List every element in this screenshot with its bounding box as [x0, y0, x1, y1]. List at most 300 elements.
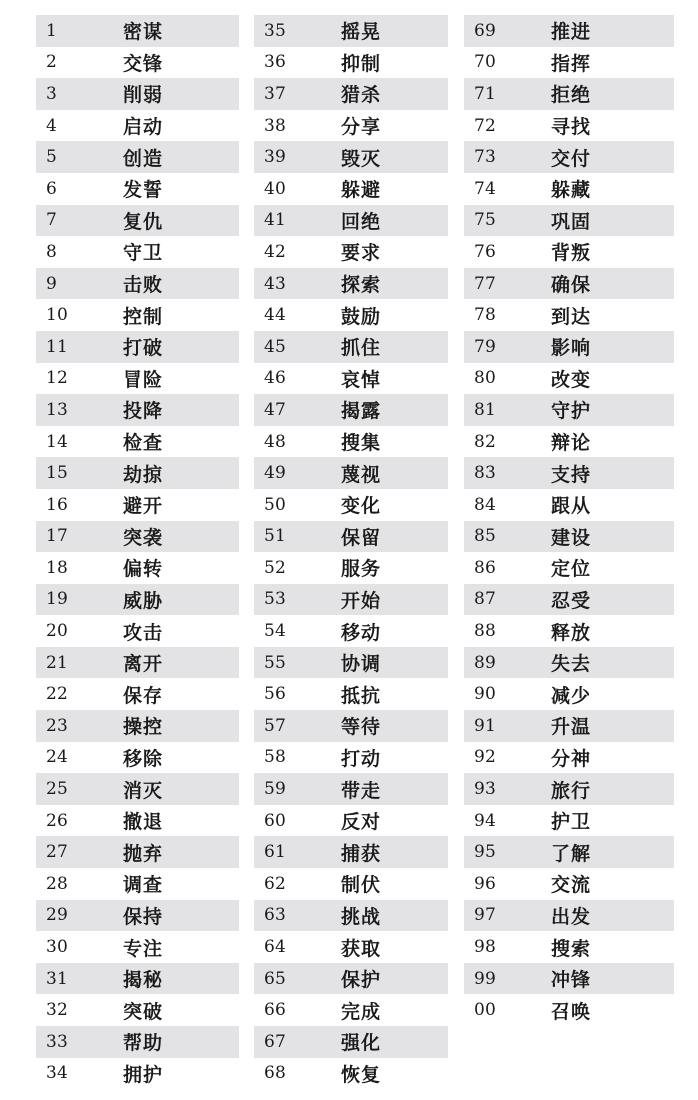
- table-row: [464, 615, 674, 647]
- entry-word: 抑制: [341, 52, 382, 75]
- entry-number: 86: [474, 557, 497, 578]
- entry-number: 11: [46, 336, 69, 357]
- entry-number: 61: [264, 842, 287, 863]
- table-row: [254, 710, 448, 742]
- entry-word: 寻找: [551, 116, 592, 139]
- entry-word: 劫掠: [123, 463, 164, 486]
- entry-number: 32: [46, 1000, 69, 1021]
- entry-number: 37: [264, 83, 287, 104]
- entry-word: 搜集: [341, 432, 382, 455]
- entry-number: 84: [474, 494, 497, 515]
- entry-word: 忍受: [551, 589, 592, 612]
- entry-number: 71: [474, 83, 497, 104]
- entry-word: 释放: [551, 621, 592, 644]
- entry-word: 召唤: [551, 1000, 592, 1023]
- entry-number: 7: [46, 210, 58, 231]
- entry-number: 90: [474, 684, 497, 705]
- entry-number: 50: [264, 494, 287, 515]
- entry-word: 了解: [551, 842, 592, 865]
- table-row: [464, 552, 674, 584]
- entry-number: 56: [264, 684, 287, 705]
- table-row: [464, 205, 674, 237]
- table-row: [36, 15, 239, 47]
- entry-number: 10: [46, 305, 69, 326]
- table-row: [254, 426, 448, 458]
- table-row: [254, 678, 448, 710]
- table-row: [36, 773, 239, 805]
- entry-word: 消灭: [123, 779, 164, 802]
- entry-word: 拒绝: [551, 84, 592, 107]
- entry-word: 躲藏: [551, 179, 592, 202]
- entry-word: 抓住: [341, 337, 382, 360]
- table-row: [36, 489, 239, 521]
- table-row: [36, 963, 239, 995]
- entry-number: 19: [46, 589, 69, 610]
- entry-number: 52: [264, 557, 287, 578]
- entry-word: 守卫: [123, 242, 164, 265]
- entry-word: 投降: [123, 400, 164, 423]
- table-row: [36, 205, 239, 237]
- entry-number: 65: [264, 968, 287, 989]
- entry-word: 突破: [123, 1000, 164, 1023]
- entry-word: 到达: [551, 305, 592, 328]
- entry-word: 猎杀: [341, 84, 382, 107]
- table-row: [464, 900, 674, 932]
- entry-number: 60: [264, 810, 287, 831]
- entry-word: 指挥: [551, 52, 592, 75]
- table-row: [254, 268, 448, 300]
- entry-word: 减少: [551, 684, 592, 707]
- entry-number: 4: [46, 115, 58, 136]
- entry-word: 揭露: [341, 400, 382, 423]
- entry-number: 94: [474, 810, 497, 831]
- table-row: [254, 363, 448, 395]
- table-row: [254, 331, 448, 363]
- entry-word: 控制: [123, 305, 164, 328]
- entry-number: 22: [46, 684, 69, 705]
- table-row: [464, 963, 674, 995]
- table-row: [464, 78, 674, 110]
- table-row: [254, 836, 448, 868]
- entry-number: 72: [474, 115, 497, 136]
- table-row: [254, 110, 448, 142]
- table-row: [36, 900, 239, 932]
- table-row: [464, 426, 674, 458]
- entry-word: 旅行: [551, 779, 592, 802]
- table-row: [254, 552, 448, 584]
- entry-number: 73: [474, 147, 497, 168]
- entry-number: 75: [474, 210, 497, 231]
- entry-word: 等待: [341, 716, 382, 739]
- table-row: [464, 394, 674, 426]
- entry-word: 抛弃: [123, 842, 164, 865]
- table-row: [464, 836, 674, 868]
- entry-number: 18: [46, 557, 69, 578]
- table-row: [36, 457, 239, 489]
- table-row: [464, 236, 674, 268]
- entry-number: 2: [46, 52, 58, 73]
- entry-word: 交付: [551, 147, 592, 170]
- entry-word: 检查: [123, 432, 164, 455]
- entry-number: 14: [46, 431, 69, 452]
- entry-number: 42: [264, 241, 287, 262]
- entry-word: 毁灭: [341, 147, 382, 170]
- table-row: [254, 15, 448, 47]
- entry-word: 巩固: [551, 210, 592, 233]
- table-row: [464, 521, 674, 553]
- entry-number: 83: [474, 463, 497, 484]
- entry-number: 28: [46, 873, 69, 894]
- entry-number: 12: [46, 368, 69, 389]
- entry-word: 捕获: [341, 842, 382, 865]
- entry-number: 89: [474, 652, 497, 673]
- entry-number: 98: [474, 937, 497, 958]
- table-row: [36, 647, 239, 679]
- entry-number: 23: [46, 715, 69, 736]
- entry-number: 40: [264, 178, 287, 199]
- entry-word: 挑战: [341, 905, 382, 928]
- table-row: [464, 868, 674, 900]
- entry-word: 确保: [551, 274, 592, 297]
- table-row: [254, 236, 448, 268]
- entry-word: 影响: [551, 337, 592, 360]
- entry-word: 保存: [123, 684, 164, 707]
- entry-word: 击败: [123, 274, 164, 297]
- entry-number: 49: [264, 463, 287, 484]
- entry-number: 38: [264, 115, 287, 136]
- table-row: [36, 236, 239, 268]
- entry-word: 发誓: [123, 179, 164, 202]
- entry-number: 96: [474, 873, 497, 894]
- entry-word: 专注: [123, 937, 164, 960]
- entry-number: 70: [474, 52, 497, 73]
- entry-word: 要求: [341, 242, 382, 265]
- entry-number: 78: [474, 305, 497, 326]
- table-row: [36, 268, 239, 300]
- table-row: [464, 331, 674, 363]
- entry-number: 54: [264, 621, 287, 642]
- entry-number: 85: [474, 526, 497, 547]
- table-row: [464, 931, 674, 963]
- table-row: [36, 363, 239, 395]
- table-row: [254, 173, 448, 205]
- entry-number: 57: [264, 715, 287, 736]
- entry-word: 打动: [341, 747, 382, 770]
- table-row: [36, 931, 239, 963]
- entry-number: 26: [46, 810, 69, 831]
- entry-word: 回绝: [341, 210, 382, 233]
- entry-word: 蔑视: [341, 463, 382, 486]
- table-row: [464, 994, 674, 1026]
- table-row: [254, 931, 448, 963]
- table-row: [36, 331, 239, 363]
- table-row: [36, 836, 239, 868]
- entry-word: 支持: [551, 463, 592, 486]
- table-row: [254, 647, 448, 679]
- entry-number: 63: [264, 905, 287, 926]
- entry-word: 密谋: [123, 21, 164, 44]
- entry-word: 完成: [341, 1000, 382, 1023]
- table-row: [464, 299, 674, 331]
- table-row: [464, 805, 674, 837]
- entry-number: 67: [264, 1031, 287, 1052]
- entry-number: 13: [46, 399, 69, 420]
- entry-word: 打破: [123, 337, 164, 360]
- entry-word: 建设: [551, 526, 592, 549]
- entry-word: 冒险: [123, 368, 164, 391]
- entry-word: 背叛: [551, 242, 592, 265]
- table-row: [36, 426, 239, 458]
- entry-number: 29: [46, 905, 69, 926]
- table-row: [254, 805, 448, 837]
- entry-word: 跟从: [551, 495, 592, 518]
- entry-number: 41: [264, 210, 287, 231]
- table-row: [36, 552, 239, 584]
- table-row: [464, 110, 674, 142]
- entry-word: 保留: [341, 526, 382, 549]
- entry-word: 削弱: [123, 84, 164, 107]
- table-row: [464, 268, 674, 300]
- table-row: [254, 584, 448, 616]
- entry-number: 91: [474, 715, 497, 736]
- entry-number: 55: [264, 652, 287, 673]
- entry-word: 探索: [341, 274, 382, 297]
- entry-number: 88: [474, 621, 497, 642]
- table-row: [464, 773, 674, 805]
- entry-word: 改变: [551, 368, 592, 391]
- table-row: [254, 868, 448, 900]
- table-row: [464, 15, 674, 47]
- entry-word: 摇晃: [341, 21, 382, 44]
- entry-number: 80: [474, 368, 497, 389]
- entry-word: 鼓励: [341, 305, 382, 328]
- entry-number: 44: [264, 305, 287, 326]
- entry-number: 69: [474, 20, 497, 41]
- entry-number: 24: [46, 747, 69, 768]
- entry-word: 避开: [123, 495, 164, 518]
- entry-number: 59: [264, 779, 287, 800]
- entry-number: 00: [474, 1000, 497, 1021]
- entry-number: 8: [46, 241, 58, 262]
- entry-number: 16: [46, 494, 69, 515]
- table-row: [464, 742, 674, 774]
- entry-number: 53: [264, 589, 287, 610]
- table-row: [36, 521, 239, 553]
- entry-word: 保护: [341, 969, 382, 992]
- entry-word: 调查: [123, 874, 164, 897]
- entry-number: 99: [474, 968, 497, 989]
- entry-number: 82: [474, 431, 497, 452]
- entry-word: 撤退: [123, 811, 164, 834]
- entry-word: 揭秘: [123, 969, 164, 992]
- entry-number: 74: [474, 178, 497, 199]
- entry-word: 交流: [551, 874, 592, 897]
- entry-word: 哀悼: [341, 368, 382, 391]
- entry-word: 冲锋: [551, 969, 592, 992]
- entry-word: 威胁: [123, 589, 164, 612]
- entry-number: 35: [264, 20, 287, 41]
- entry-word: 制伏: [341, 874, 382, 897]
- entry-number: 92: [474, 747, 497, 768]
- table-row: [254, 489, 448, 521]
- table-row: [254, 394, 448, 426]
- entry-word: 离开: [123, 653, 164, 676]
- table-row: [254, 299, 448, 331]
- entry-number: 43: [264, 273, 287, 294]
- entry-word: 偏转: [123, 558, 164, 581]
- table-row: [464, 678, 674, 710]
- table-row: [254, 963, 448, 995]
- entry-number: 66: [264, 1000, 287, 1021]
- entry-number: 87: [474, 589, 497, 610]
- table-row: [36, 994, 239, 1026]
- table-row: [36, 299, 239, 331]
- entry-word: 获取: [341, 937, 382, 960]
- entry-word: 开始: [341, 589, 382, 612]
- entry-word: 分神: [551, 747, 592, 770]
- entry-number: 48: [264, 431, 287, 452]
- table-row: [36, 710, 239, 742]
- table-row: [36, 615, 239, 647]
- table-row: [36, 584, 239, 616]
- table-row: [36, 110, 239, 142]
- table-row: [464, 363, 674, 395]
- entry-number: 79: [474, 336, 497, 357]
- table-row: [254, 742, 448, 774]
- table-column-3: [464, 15, 674, 1026]
- entry-number: 76: [474, 241, 497, 262]
- table-row: [36, 173, 239, 205]
- entry-number: 27: [46, 842, 69, 863]
- entry-word: 突袭: [123, 526, 164, 549]
- entry-number: 21: [46, 652, 69, 673]
- table-row: [36, 868, 239, 900]
- entry-word: 移动: [341, 621, 382, 644]
- entry-word: 攻击: [123, 621, 164, 644]
- entry-number: 17: [46, 526, 69, 547]
- entry-word: 创造: [123, 147, 164, 170]
- table-row: [464, 141, 674, 173]
- entry-word: 带走: [341, 779, 382, 802]
- table-row: [36, 141, 239, 173]
- table-row: [254, 773, 448, 805]
- entry-number: 5: [46, 147, 58, 168]
- entry-word: 升温: [551, 716, 592, 739]
- table-row: [36, 805, 239, 837]
- entry-number: 9: [46, 273, 58, 294]
- entry-word: 分享: [341, 116, 382, 139]
- table-row: [36, 394, 239, 426]
- entry-word: 复仇: [123, 210, 164, 233]
- entry-word: 协调: [341, 653, 382, 676]
- entry-word: 恢复: [341, 1063, 382, 1086]
- table-row: [254, 205, 448, 237]
- entry-number: 30: [46, 937, 69, 958]
- table-row: [36, 1058, 239, 1090]
- entry-number: 39: [264, 147, 287, 168]
- table-row: [36, 78, 239, 110]
- entry-number: 6: [46, 178, 58, 199]
- table-row: [36, 47, 239, 79]
- entry-word: 定位: [551, 558, 592, 581]
- table-row: [254, 457, 448, 489]
- table-row: [464, 173, 674, 205]
- entry-number: 31: [46, 968, 69, 989]
- entry-number: 25: [46, 779, 69, 800]
- entry-word: 拥护: [123, 1063, 164, 1086]
- entry-word: 护卫: [551, 811, 592, 834]
- entry-number: 58: [264, 747, 287, 768]
- entry-number: 1: [46, 20, 58, 41]
- entry-word: 保持: [123, 905, 164, 928]
- entry-word: 帮助: [123, 1032, 164, 1055]
- entry-number: 3: [46, 83, 58, 104]
- entry-word: 守护: [551, 400, 592, 423]
- entry-word: 辩论: [551, 432, 592, 455]
- entry-number: 95: [474, 842, 497, 863]
- entry-word: 反对: [341, 811, 382, 834]
- table-row: [464, 457, 674, 489]
- entry-number: 64: [264, 937, 287, 958]
- entry-number: 46: [264, 368, 287, 389]
- entry-number: 20: [46, 621, 69, 642]
- entry-number: 15: [46, 463, 69, 484]
- entry-word: 变化: [341, 495, 382, 518]
- entry-number: 77: [474, 273, 497, 294]
- entry-word: 服务: [341, 558, 382, 581]
- entry-word: 推进: [551, 21, 592, 44]
- table-row: [36, 678, 239, 710]
- table-row: [254, 900, 448, 932]
- table-row: [464, 489, 674, 521]
- entry-word: 交锋: [123, 52, 164, 75]
- table-row: [464, 647, 674, 679]
- table-row: [254, 141, 448, 173]
- table-column-1: [36, 15, 239, 1089]
- table-row: [254, 78, 448, 110]
- table-column-2: [254, 15, 448, 1089]
- table-row: [464, 47, 674, 79]
- entry-number: 97: [474, 905, 497, 926]
- table-row: [254, 994, 448, 1026]
- entry-word: 出发: [551, 905, 592, 928]
- entry-word: 抵抗: [341, 684, 382, 707]
- entry-word: 躲避: [341, 179, 382, 202]
- entry-number: 33: [46, 1031, 69, 1052]
- table-row: [254, 1058, 448, 1090]
- table-row: [464, 710, 674, 742]
- entry-word: 操控: [123, 716, 164, 739]
- entry-number: 81: [474, 399, 497, 420]
- entry-number: 45: [264, 336, 287, 357]
- table-row: [36, 742, 239, 774]
- entry-word: 失去: [551, 653, 592, 676]
- entry-number: 47: [264, 399, 287, 420]
- entry-number: 36: [264, 52, 287, 73]
- table-row: [36, 1026, 239, 1058]
- entry-number: 93: [474, 779, 497, 800]
- entry-word: 移除: [123, 747, 164, 770]
- table-row: [464, 584, 674, 616]
- table-row: [254, 1026, 448, 1058]
- entry-number: 62: [264, 873, 287, 894]
- entry-number: 34: [46, 1063, 69, 1084]
- table-row: [254, 47, 448, 79]
- entry-word: 强化: [341, 1032, 382, 1055]
- table-row: [254, 615, 448, 647]
- entry-number: 68: [264, 1063, 287, 1084]
- entry-word: 搜索: [551, 937, 592, 960]
